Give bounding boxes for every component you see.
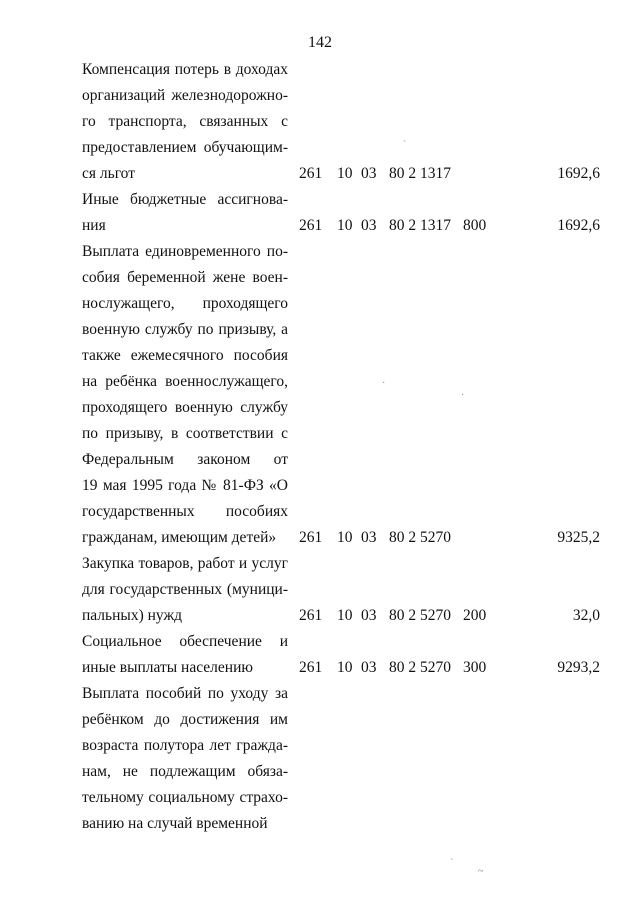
- row-name-line: ванию на случай временной: [82, 815, 268, 832]
- row-name: [82, 629, 288, 681]
- cell-grbs: 261: [299, 529, 323, 546]
- row-name-line: Закупка товаров, работ и услуг: [82, 555, 288, 572]
- row-name: [82, 187, 288, 239]
- row-name-line: Выплата единовременного по-: [82, 243, 288, 260]
- cell-subsection: 03: [361, 165, 377, 182]
- page-number: 142: [308, 34, 332, 51]
- cell-grbs: 261: [299, 217, 323, 234]
- row-name: [82, 551, 288, 629]
- table-row: [82, 239, 600, 551]
- row-name-line: Выплата пособий по уходу за: [82, 685, 288, 702]
- cell-target-article: 80 2 5270: [389, 659, 451, 676]
- row-name-line: государственных пособиях: [82, 503, 288, 520]
- row-name-line: Иные бюджетные ассигнова-: [82, 191, 288, 208]
- cell-amount: 9293,2: [557, 659, 600, 676]
- row-name: [82, 681, 288, 837]
- cell-subsection: 03: [361, 607, 377, 624]
- row-name-line: Федеральным законом от: [82, 451, 288, 468]
- scan-speck: ˋ: [450, 858, 454, 869]
- table-row: [82, 629, 600, 681]
- table-row: [82, 681, 600, 837]
- cell-amount: 1692,6: [557, 217, 600, 234]
- table-row: [82, 551, 600, 629]
- row-name-line: тельному социальному страхо-: [82, 789, 288, 806]
- cell-target-article: 80 2 1317: [389, 165, 451, 182]
- cell-grbs: 261: [299, 607, 323, 624]
- cell-section: 10: [337, 607, 353, 624]
- cell-subsection: 03: [361, 529, 377, 546]
- cell-amount: 32,0: [572, 607, 600, 624]
- scan-speck: ˋ: [403, 140, 407, 151]
- cell-expense-type: 200: [463, 607, 487, 624]
- cell-target-article: 80 2 5270: [389, 529, 451, 546]
- cell-section: 10: [337, 659, 353, 676]
- cell-section: 10: [337, 217, 353, 234]
- row-name-line: также ежемесячного пособия: [82, 347, 288, 364]
- row-name-line: гражданам, имеющим детей»: [82, 529, 277, 546]
- scan-speck: ~: [478, 866, 484, 877]
- cell-subsection: 03: [361, 217, 377, 234]
- row-name-line: предоставлением обучающим-: [82, 139, 288, 156]
- budget-table: [82, 57, 600, 837]
- row-name-line: возраста полутора лет гражда-: [82, 737, 288, 754]
- cell-expense-type: 800: [463, 217, 487, 234]
- row-name-line: Социальное обеспечение и: [82, 633, 288, 650]
- scan-speck: ·: [461, 390, 465, 401]
- cell-target-article: 80 2 5270: [389, 607, 451, 624]
- row-name-line: для государственных (муници-: [82, 581, 288, 598]
- row-name-line: 19 мая 1995 года № 81-ФЗ «О: [82, 477, 288, 494]
- cell-grbs: 261: [299, 659, 323, 676]
- row-name-line: организаций железнодорожно-: [82, 87, 288, 104]
- row-name-line: нослужащего, проходящего: [82, 295, 288, 312]
- row-name: [82, 57, 288, 187]
- table-row: [82, 187, 600, 239]
- row-name-line: го транспорта, связанных с: [82, 113, 288, 130]
- row-name-line: пальных) нужд: [82, 607, 183, 624]
- row-name-line: иные выплаты населению: [82, 659, 253, 676]
- row-name-line: ся льгот: [82, 165, 135, 182]
- row-name-line: проходящего военную службу: [82, 399, 288, 416]
- row-name-line: ребёнком до достижения им: [82, 711, 288, 728]
- cell-expense-type: 300: [463, 659, 487, 676]
- table-row: [82, 57, 600, 187]
- row-name-line: на ребёнка военнослужащего,: [82, 373, 288, 390]
- row-name: [82, 239, 288, 551]
- row-name-line: по призыву, в соответствии с: [82, 425, 288, 442]
- scan-speck: ·: [382, 378, 386, 389]
- row-name-line: собия беременной жене воен-: [82, 269, 288, 286]
- cell-amount: 9325,2: [557, 529, 600, 546]
- cell-grbs: 261: [299, 165, 323, 182]
- cell-section: 10: [337, 165, 353, 182]
- row-name-line: ния: [82, 217, 106, 234]
- cell-amount: 1692,6: [557, 165, 600, 182]
- cell-section: 10: [337, 529, 353, 546]
- cell-subsection: 03: [361, 659, 377, 676]
- cell-target-article: 80 2 1317: [389, 217, 451, 234]
- row-name-line: Компенсация потерь в доходах: [82, 61, 288, 78]
- row-name-line: военную службу по призыву, а: [82, 321, 288, 338]
- row-name-line: нам, не подлежащим обяза-: [82, 763, 288, 780]
